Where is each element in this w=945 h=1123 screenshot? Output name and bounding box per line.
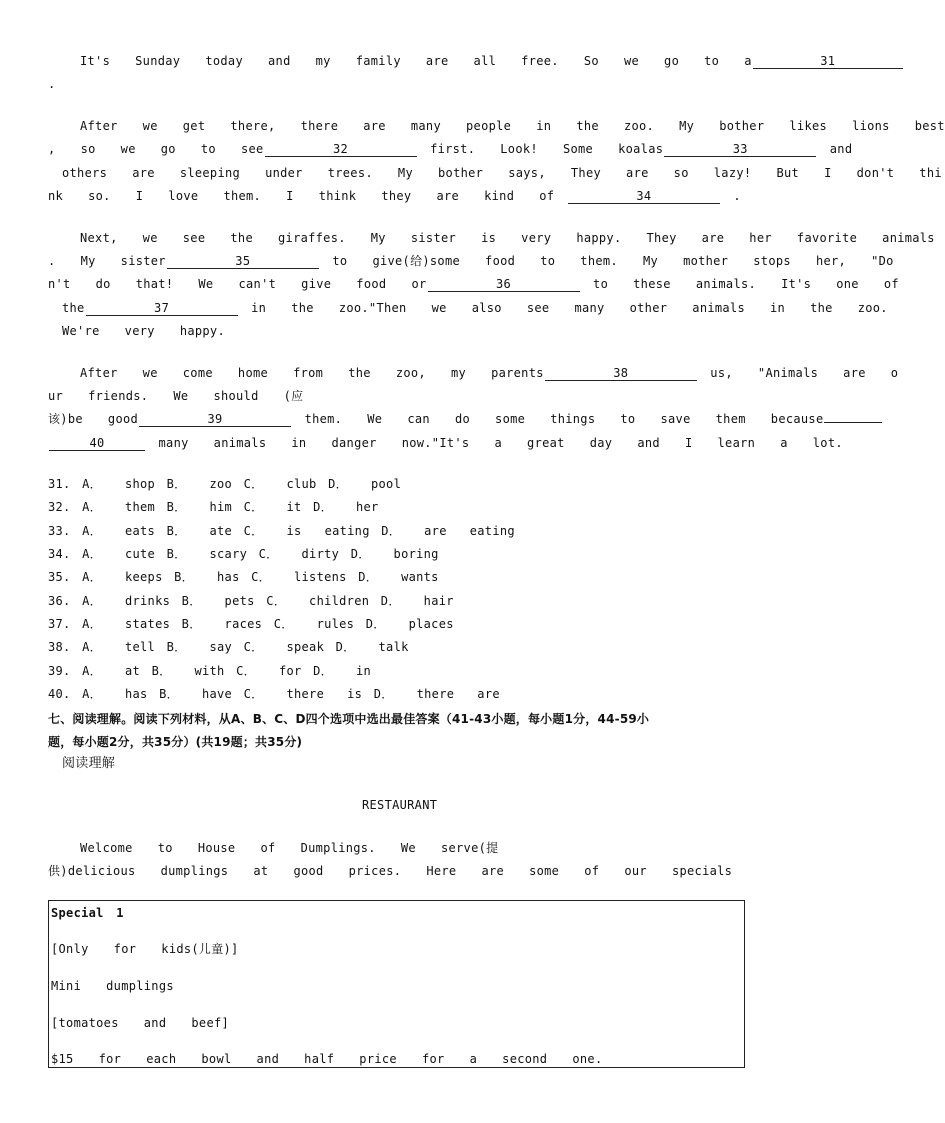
blank-40-start	[824, 422, 882, 423]
blank-35: 35	[167, 255, 319, 269]
reading-title: RESTAURANT	[362, 798, 438, 812]
passage-line: . My sister 35 to give(给)some food to them. My mother stops her, "Do	[48, 254, 894, 268]
section-subheading: 阅读理解	[62, 756, 116, 771]
special-line: $15 for each bowl and half price for a second one.	[51, 1052, 603, 1066]
blank-37: 37	[86, 302, 238, 316]
option-row: 40. A． has B． have C． there is D． there are	[48, 687, 500, 701]
passage-line: After we come home from the zoo, my parents 38 us, "Animals are o	[80, 366, 899, 380]
blank-34: 34	[568, 190, 720, 204]
option-row: 37. A． states B． races C． rules D． places	[48, 617, 454, 631]
passage-line: the 37 in the zoo."Then we also see many other animals in the zoo.	[62, 301, 888, 315]
passage-line: nk so. I love them. I think they are kind of 34 .	[48, 189, 741, 203]
reading-line: Welcome to House of Dumplings. We serve(提	[80, 841, 499, 855]
special-title: Special 1	[51, 906, 124, 920]
special-line: [tomatoes and beef]	[51, 1016, 230, 1030]
blank-39: 39	[139, 413, 291, 427]
section-heading: 七、阅读理解。阅读下列材料，从A、B、C、D四个选项中选出最佳答案（41-43小题，每小题1分，44-59小 题，每小题2分，共35分）(共19题；共35分)	[48, 712, 650, 749]
blank-32: 32	[265, 143, 417, 157]
blank-40: 40	[49, 437, 145, 451]
option-row: 31. A． shop B． zoo C． club D． pool	[48, 477, 402, 491]
passage-line: It's Sunday today and my family are all free. So we go to a 31	[80, 54, 904, 69]
blank-38: 38	[545, 367, 697, 381]
option-row: 39. A． at B． with C． for D． in	[48, 664, 372, 678]
special-line: Mini dumplings	[51, 979, 174, 993]
special-line: [Only for kids(儿童)]	[51, 942, 239, 956]
special-box	[48, 900, 745, 1068]
passage-line: n't do that! We can't give food or 36 to these animals. It's one of	[48, 277, 899, 291]
passage-line: ur friends. We should (应	[48, 389, 304, 403]
passage-line: 该)be good 39 them. We can do some things to save them because	[48, 412, 883, 427]
option-row: 34. A． cute B． scary C． dirty D． boring	[48, 547, 439, 561]
passage-line: .	[48, 77, 56, 91]
passage-line: We're very happy.	[62, 324, 225, 338]
passage-line: , so we go to see 32 first. Look! Some koalas 33 and	[48, 142, 853, 156]
passage-line: 40 many animals in danger now."It's a great day and I learn a lot.	[48, 436, 843, 451]
option-row: 36. A． drinks B． pets C． children D． hair	[48, 594, 454, 608]
passage-line: Next, we see the giraffes. My sister is very happy. They are her favorite animals	[80, 231, 935, 245]
reading-line: 供)delicious dumplings at good prices. Here are some of our specials	[48, 864, 733, 878]
option-row: 33. A． eats B． ate C． is eating D． are eating	[48, 524, 515, 538]
blank-31: 31	[753, 55, 903, 69]
blank-36: 36	[428, 278, 580, 292]
passage-line: After we get there, there are many people in the zoo. My bother likes lions best	[80, 119, 945, 133]
blank-33: 33	[664, 143, 816, 157]
option-row: 35. A． keeps B． has C． listens D． wants	[48, 570, 439, 584]
passage-line: others are sleeping under trees. My bother says, They are so lazy! But I don't thi	[62, 166, 942, 180]
option-row: 32. A． them B． him C． it D． her	[48, 500, 379, 514]
option-row: 38. A． tell B． say C． speak D． talk	[48, 640, 409, 654]
